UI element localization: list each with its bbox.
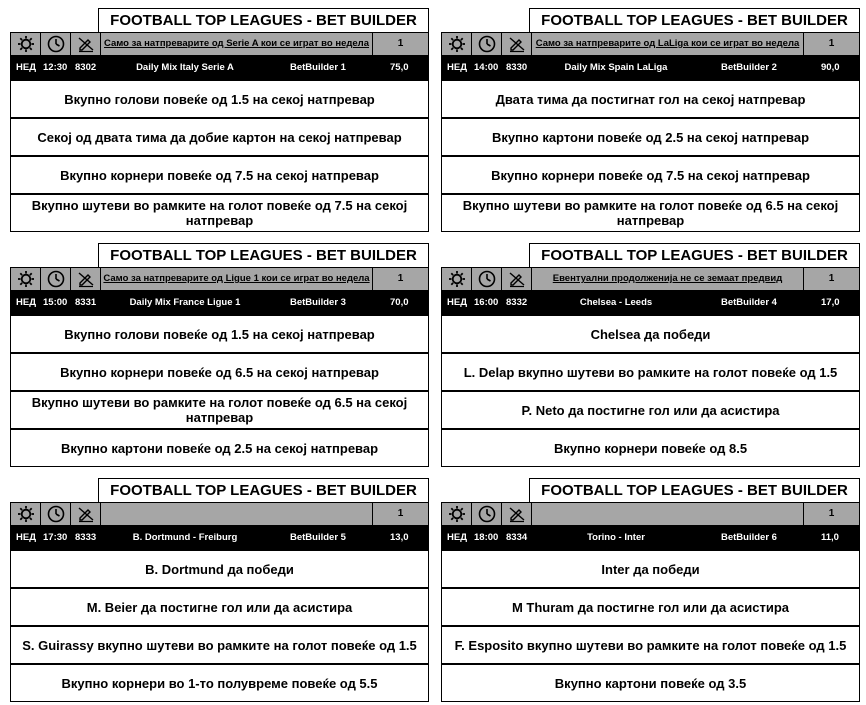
builder-label: BetBuilder 1 (290, 62, 346, 73)
no-edit-icon (502, 503, 532, 525)
event-time: 16:00 (474, 297, 499, 308)
bet-builder-card (10, 478, 429, 705)
selection-row: Секој од двата тима да добие картон на секој натпревар (10, 118, 429, 156)
icons-row (441, 502, 860, 526)
builder-label: BetBuilder 5 (290, 532, 346, 543)
selection-row: S. Guirassy вкупно шутеви во рамките на голот повеќе од 1.5 (10, 626, 429, 664)
icons-row (441, 32, 860, 56)
card-header (441, 8, 860, 32)
selection-row: F. Esposito вкупно шутеви во рамките на голот повеќе од 1.5 (441, 626, 860, 664)
event-odds: 13,0 (390, 532, 409, 543)
event-time: 18:00 (474, 532, 499, 543)
card-title: FOOTBALL TOP LEAGUES - BET BUILDER (529, 243, 860, 267)
event-time: 14:00 (474, 62, 499, 73)
card-header (10, 243, 429, 267)
selection-row: Вкупно корнери повеќе од 7.5 на секој натпревар (441, 156, 860, 194)
clock-icon (41, 268, 71, 290)
selection-row: Вкупно корнери во 1-то полувреме повеќе од 5.5 (10, 664, 429, 702)
selection-row: Вкупно картони повеќе од 2.5 на секој натпревар (441, 118, 860, 156)
card-header (441, 478, 860, 502)
selection-count: 1 (828, 38, 835, 49)
event-info-row (441, 56, 860, 80)
no-edit-icon (502, 268, 532, 290)
selection-row: Двата тима да постигнат гол на секој натпревар (441, 80, 860, 118)
builder-label: BetBuilder 3 (290, 297, 346, 308)
selection-row: Вкупно шутеви во рамките на голот повеќе од 6.5 на секој натпревар (441, 194, 860, 232)
selection-row: Inter да победи (441, 550, 860, 588)
selection-row: Вкупно шутеви во рамките на голот повеќе од 7.5 на секој натпревар (10, 194, 429, 232)
bet-builder-card (441, 8, 860, 235)
event-code: 8333 (75, 532, 97, 543)
clock-icon (41, 33, 71, 55)
gear-icon (442, 33, 472, 55)
card-note (532, 503, 804, 525)
event-code: 8330 (506, 62, 528, 73)
selection-row: M. Beier да постигне гол или да асистира (10, 588, 429, 626)
clock-icon (472, 33, 502, 55)
event-name: Torino - Inter (587, 532, 645, 543)
event-info-row (10, 526, 429, 550)
event-name: B. Dortmund - Freiburg (132, 532, 238, 543)
event-time: 17:30 (43, 532, 68, 543)
clock-icon (41, 503, 71, 525)
gear-icon (442, 503, 472, 525)
event-info-row (10, 291, 429, 315)
card-title: FOOTBALL TOP LEAGUES - BET BUILDER (98, 8, 429, 32)
event-code: 8331 (75, 297, 97, 308)
event-info-row (441, 291, 860, 315)
builder-label: BetBuilder 6 (721, 532, 777, 543)
event-name: Daily Mix Italy Serie A (136, 62, 234, 73)
selection-row: Вкупно картони повеќе од 2.5 на секој натпревар (10, 429, 429, 467)
selection-count: 1 (397, 508, 404, 519)
selection-count: 1 (397, 273, 404, 284)
card-note: Само за натпреварите од Ligue 1 кои се играт во недела (101, 268, 373, 290)
icons-row (441, 267, 860, 291)
event-time: 15:00 (43, 297, 68, 308)
selection-row: Вкупно голови повеќе од 1.5 на секој натпревар (10, 315, 429, 353)
event-code: 8332 (506, 297, 528, 308)
card-header (10, 8, 429, 32)
event-odds: 17,0 (821, 297, 840, 308)
card-note: Само за натпреварите од LaLiga кои се играт во недела (532, 33, 804, 55)
gear-icon (11, 503, 41, 525)
event-name: Chelsea - Leeds (579, 297, 653, 308)
selection-row: Вкупно картони повеќе од 3.5 (441, 664, 860, 702)
event-day: НЕД (16, 62, 36, 73)
card-title: FOOTBALL TOP LEAGUES - BET BUILDER (98, 478, 429, 502)
no-edit-icon (502, 33, 532, 55)
selection-row: Вкупно шутеви во рамките на голот повеќе од 6.5 на секој натпревар (10, 391, 429, 429)
no-edit-icon (71, 503, 101, 525)
event-odds: 90,0 (821, 62, 840, 73)
selection-count: 1 (828, 508, 835, 519)
card-title: FOOTBALL TOP LEAGUES - BET BUILDER (529, 8, 860, 32)
event-odds: 11,0 (821, 532, 839, 543)
builder-label: BetBuilder 4 (721, 297, 777, 308)
event-info-row (441, 526, 860, 550)
bet-builder-card (441, 478, 860, 705)
card-title: FOOTBALL TOP LEAGUES - BET BUILDER (529, 478, 860, 502)
icons-row (10, 32, 429, 56)
card-header (10, 478, 429, 502)
selection-row: Вкупно голови повеќе од 1.5 на секој натпревар (10, 80, 429, 118)
card-note: Само за натпреварите од Serie A кои се играт во недела (101, 33, 373, 55)
card-title: FOOTBALL TOP LEAGUES - BET BUILDER (98, 243, 429, 267)
gear-icon (442, 268, 472, 290)
event-day: НЕД (16, 297, 36, 308)
event-time: 12:30 (43, 62, 68, 73)
selection-row: B. Dortmund да победи (10, 550, 429, 588)
bet-builder-card (10, 8, 429, 235)
icons-row (10, 502, 429, 526)
selection-row: Chelsea да победи (441, 315, 860, 353)
icons-row (10, 267, 429, 291)
event-day: НЕД (16, 532, 36, 543)
card-header (441, 243, 860, 267)
selection-row: Вкупно корнери повеќе од 8.5 (441, 429, 860, 467)
card-note (101, 503, 373, 525)
bet-builder-card (441, 243, 860, 470)
clock-icon (472, 268, 502, 290)
event-odds: 70,0 (390, 297, 409, 308)
event-code: 8334 (506, 532, 528, 543)
event-code: 8302 (75, 62, 97, 73)
event-name: Daily Mix France Ligue 1 (129, 297, 241, 308)
selection-row: P. Neto да постигне гол или да асистира (441, 391, 860, 429)
builder-label: BetBuilder 2 (721, 62, 777, 73)
selection-count: 1 (397, 38, 404, 49)
event-day: НЕД (447, 532, 467, 543)
gear-icon (11, 268, 41, 290)
selection-row: Вкупно корнери повеќе од 6.5 на секој натпревар (10, 353, 429, 391)
selection-count: 1 (828, 273, 835, 284)
no-edit-icon (71, 33, 101, 55)
selection-row: L. Delap вкупно шутеви во рамките на голот повеќе од 1.5 (441, 353, 860, 391)
bet-builder-card (10, 243, 429, 470)
clock-icon (472, 503, 502, 525)
event-name: Daily Mix Spain LaLiga (564, 62, 668, 73)
selection-row: Вкупно корнери повеќе од 7.5 на секој натпревар (10, 156, 429, 194)
card-note: Евентуални продолженија не се земаат предвид (532, 268, 804, 290)
event-day: НЕД (447, 297, 467, 308)
event-odds: 75,0 (390, 62, 409, 73)
event-info-row (10, 56, 429, 80)
no-edit-icon (71, 268, 101, 290)
selection-row: M Thuram да постигне гол или да асистира (441, 588, 860, 626)
gear-icon (11, 33, 41, 55)
event-day: НЕД (447, 62, 467, 73)
